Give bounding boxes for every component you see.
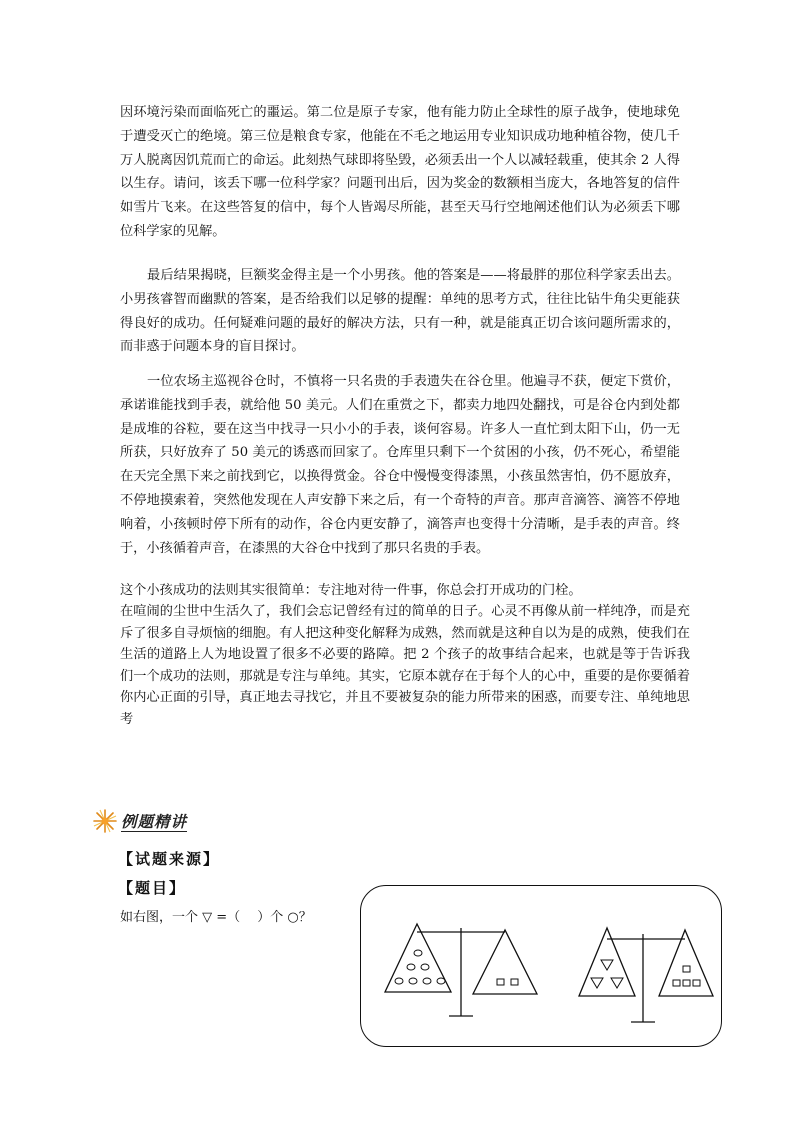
paragraph-3: 一位农场主巡视谷仓时，不慎将一只名贵的手表遗失在谷仓里。他遍寻不获，便定下赏价，承诺谁能找到手表，就给他 50 美元。人们在重赏之下，都卖力地四处翻找，可是谷仓内到处都是成堆的谷粒，要在这当中找寻一只小小的手表，谈何容易。许多人一直忙到太阳下山，仍一无所获，只好放弃了 50 美元的诱惑而回家了。仓库里只剩下一个贫困的小孩，仍不死心，希望能在天完全黑下来之前找到它，以换得赏金。谷仓中慢慢变得漆黑，小孩虽然害怕，仍不愿放弃，不停地摸索着，突然他发现在人声安静下来之后，有一个奇特的声音。那声音滴答、滴答不停地响着，小孩顿时停下所有的动作，谷仓内更安静了，滴答声也变得十分清晰，是手表的声音。终于，小孩循着声音，在漆黑的大谷仓中找到了那只名贵的手表。 <box>120 374 680 556</box>
paragraph-1: 因环境污染而面临死亡的噩运。第二位是原子专家，他有能力防止全球性的原子战争，使地球免于遭受灭亡的绝境。第三位是粮食专家，他能在不毛之地运用专业知识成功地种植谷物，使几千万人脱离因饥荒而亡的命运。此刻热气球即将坠毁，必须丢出一个人以减轻载重，使其余 2 人得以生存。请问，该丢下哪一位科学家？问题刊出后，因为奖金的数额相当庞大，各地答复的信件如雪片飞来。在这些答复的信中，每个人皆竭尽所能，甚至天马行空地阐述他们认为必须丢下哪位科学家的见解。 <box>120 105 680 239</box>
sparkle-star-icon <box>92 808 118 834</box>
paragraph-2: 最后结果揭晓，巨额奖金得主是一个小男孩。他的答案是——将最胖的那位科学家丢出去。小男孩睿智而幽默的答案，是否给我们以足够的提醒：单纯的思考方式，往往比钻牛角尖更能获得良好的成功。任何疑难问题的最好的解决方法，只有一种，就是能真正切合该问题所需求的，而非惑于问题本身的盲目探讨。 <box>120 268 680 355</box>
balance-diagram <box>361 886 721 1046</box>
paragraph-4: 这个小孩成功的法则其实很简单：专注地对待一件事，你总会打开成功的门栓。 <box>120 583 582 598</box>
source-label: 【试题来源】 <box>118 850 221 868</box>
question-label: 【题目】 <box>118 879 187 897</box>
question-text: 如右图，一个 ▽ =（ ）个 ○？ <box>120 910 312 925</box>
section-title: 例题精讲 <box>121 812 188 831</box>
balance-figure <box>360 885 722 1047</box>
section-header <box>92 808 187 834</box>
paragraph-5: 在喧闹的尘世中生活久了，我们会忘记曾经有过的简单的日子。心灵不再像从前一样纯净，而是充斥了很多自寻烦恼的细胞。有人把这种变化解释为成熟，然而就是这种自以为是的成熟，使我们在生活的道路上人为地设置了很多不必要的路障。把 2 个孩子的故事结合起来，也就是等于告诉我们一个成功的法则，那就是专注与单纯。其实，它原本就存在于每个人的心中，重要的是你要循着你内心正面的引导，真正地去寻找它，并且不要被复杂的能力所带来的困惑，而要专注、单纯地思考 <box>120 604 690 727</box>
